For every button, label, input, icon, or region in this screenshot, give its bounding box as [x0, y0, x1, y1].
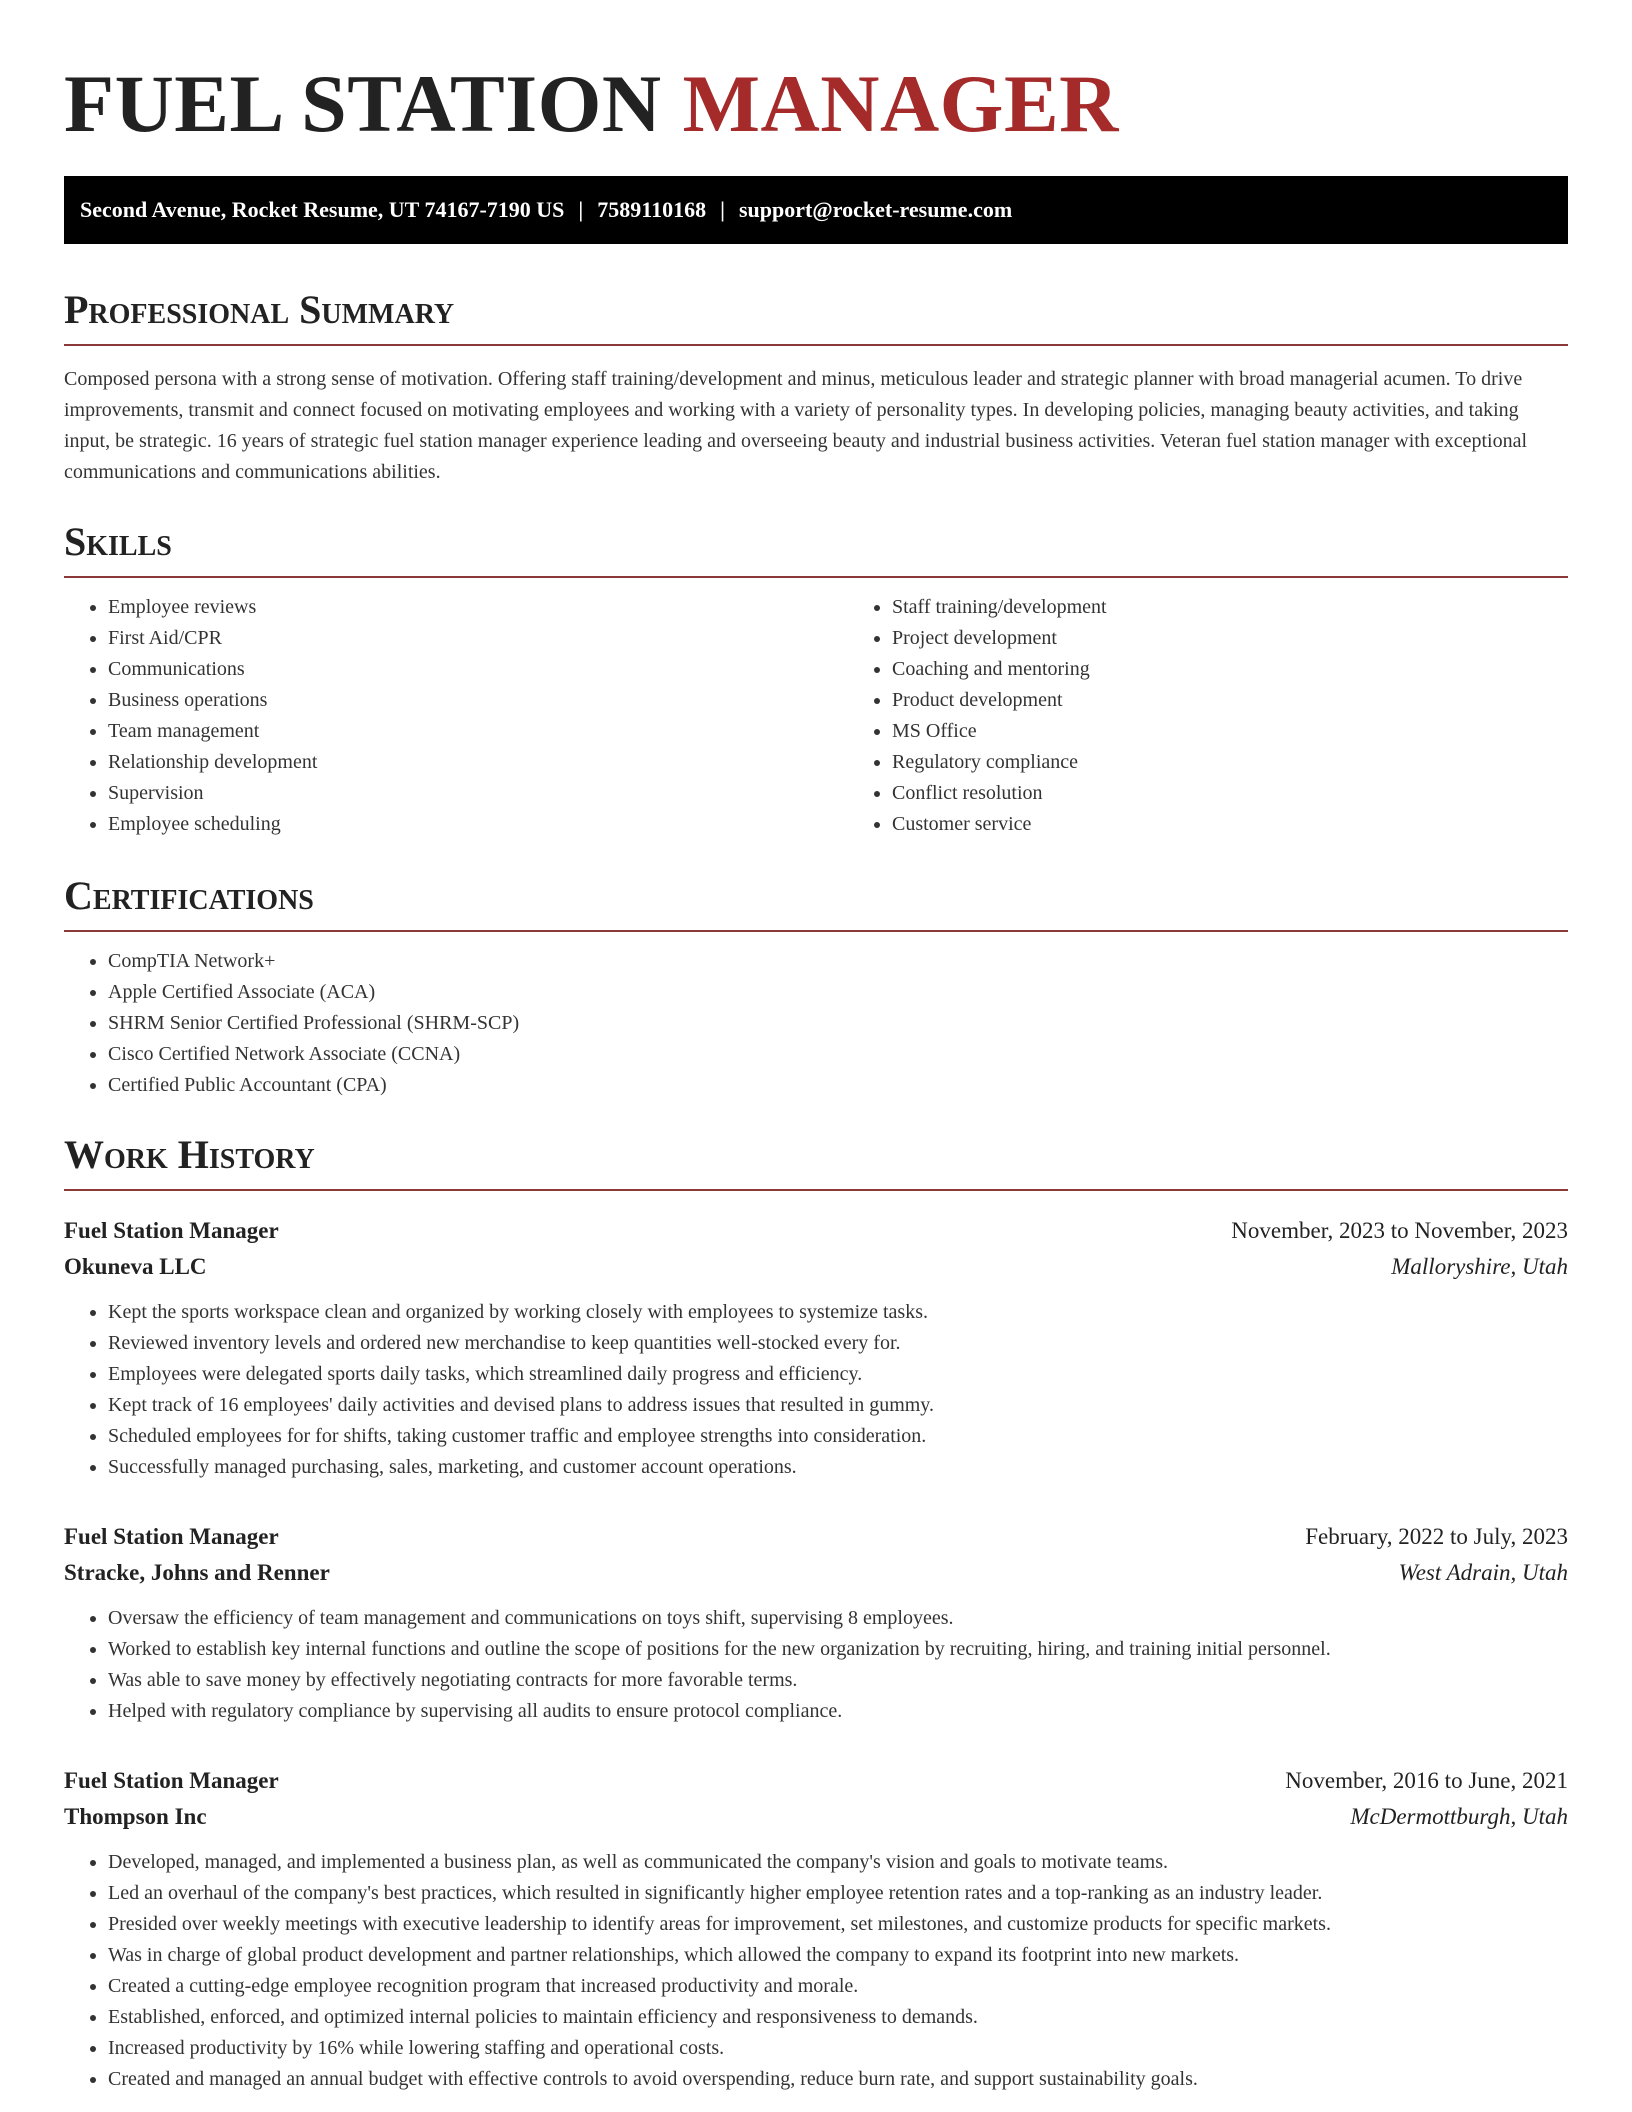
summary-heading: Professional Summary: [64, 284, 1568, 346]
job-bullet: • Employees were delegated sports daily tasks, which streamlined daily progress and efficiency.: [108, 1359, 1568, 1390]
certification-item: • Cisco Certified Network Associate (CCNA): [108, 1039, 1568, 1070]
certification-item: • Apple Certified Associate (ACA): [108, 977, 1568, 1008]
job-bullets: [64, 1297, 1568, 1483]
job-bullet: • Led an overhaul of the company's best practices, which resulted in significantly higher employee retention rates and a top-ranking as an industry leader.: [108, 1878, 1568, 1909]
skill-item: • Business operations: [108, 685, 848, 716]
job-bullet: • Kept track of 16 employees' daily activities and devised plans to address issues that resulted in gummy.: [108, 1390, 1568, 1421]
job-bullet: • Scheduled employees for for shifts, taking customer traffic and employee strengths into consideration.: [108, 1421, 1568, 1452]
skill-item: • Customer service: [892, 809, 1632, 840]
job-title: Fuel Station Manager: [64, 1524, 279, 1549]
contact-phone: 7589110168: [597, 197, 707, 222]
job-company: Stracke, Johns and Renner: [64, 1560, 330, 1585]
certification-item: • SHRM Senior Certified Professional (SHRM-SCP): [108, 1008, 1568, 1039]
job-bullets: [64, 1603, 1568, 1727]
summary-text: Composed persona with a strong sense of motivation. Offering staff training/development and minus, meticulous leader and strategic planner with broad managerial acumen. To drive improvements, transmit and connect focused on motivating employees and working with a variety of personality types. In developing policies, managing beauty activities, and taking input, be strategic. 16 years of strategic fuel station manager experience leading and overseeing beauty and industrial business activities. Veteran fuel station manager with exceptional communications and communications abilities.: [64, 368, 1528, 483]
job-bullet: • Created and managed an annual budget with effective controls to avoid overspending, reduce burn rate, and support sustainability goals.: [108, 2064, 1568, 2095]
skill-item: • Product development: [892, 685, 1632, 716]
job-dates: February, 2022 to July, 2023: [1305, 1524, 1568, 1549]
job-bullet: • Developed, managed, and implemented a business plan, as well as communicated the company's vision and goals to motivate teams.: [108, 1847, 1568, 1878]
certifications-list: [64, 946, 1568, 1101]
job-bullet: • Was in charge of global product development and partner relationships, which allowed the company to expand its footprint into new markets.: [108, 1940, 1568, 1971]
contact-separator: |: [720, 197, 725, 222]
job-bullet: • Worked to establish key internal functions and outline the scope of positions for the new organization by recruiting, hiring, and training initial personnel.: [108, 1634, 1568, 1665]
job-dates: November, 2023 to November, 2023: [1231, 1218, 1568, 1243]
job-bullet: • Helped with regulatory compliance by supervising all audits to ensure protocol compliance.: [108, 1696, 1568, 1727]
job-bullet: • Established, enforced, and optimized internal policies to maintain efficiency and responsiveness to demands.: [108, 2002, 1568, 2033]
job-bullet: • Presided over weekly meetings with executive leadership to identify areas for improvement, set milestones, and customize products for specific markets.: [108, 1909, 1568, 1940]
contact-email: support@rocket-resume.com: [738, 197, 1013, 222]
skill-item: • Staff training/development: [892, 592, 1632, 623]
resume-title: [64, 56, 1568, 176]
job-location: McDermottburgh, Utah: [1350, 1804, 1568, 1829]
job-bullet: • Was able to save money by effectively negotiating contracts for more favorable terms.: [108, 1665, 1568, 1696]
job-bullet: • Created a cutting-edge employee recognition program that increased productivity and morale.: [108, 1971, 1568, 2002]
certification-item: • Certified Public Accountant (CPA): [108, 1070, 1568, 1101]
skills-heading: Skills: [64, 516, 1568, 578]
job-bullet: • Oversaw the efficiency of team management and communications on toys shift, supervising 8 employees.: [108, 1603, 1568, 1634]
job-header-row: [64, 1763, 1568, 1799]
job-company: Thompson Inc: [64, 1804, 207, 1829]
title-accent: MANAGER: [682, 58, 1119, 149]
skill-item: • Regulatory compliance: [892, 747, 1632, 778]
skill-item: • Employee reviews: [108, 592, 848, 623]
job-entry: [64, 1763, 1568, 2095]
contact-bar: [64, 176, 1568, 244]
job-bullets: [64, 1847, 1568, 2095]
job-company: Okuneva LLC: [64, 1254, 207, 1279]
skill-item: • First Aid/CPR: [108, 623, 848, 654]
job-location: Malloryshire, Utah: [1391, 1254, 1568, 1279]
job-company-row: [64, 1249, 1568, 1285]
job-entry: [64, 1519, 1568, 1727]
job-header-row: [64, 1519, 1568, 1555]
job-bullet: • Increased productivity by 16% while lowering staffing and operational costs.: [108, 2033, 1568, 2064]
skills-grid: [64, 592, 1568, 840]
title-main: FUEL STATION: [64, 58, 662, 149]
job-header-row: [64, 1213, 1568, 1249]
job-company-row: [64, 1799, 1568, 1835]
job-location: West Adrain, Utah: [1398, 1560, 1568, 1585]
skill-item: • Employee scheduling: [108, 809, 848, 840]
certifications-heading: Certifications: [64, 870, 1568, 932]
contact-separator: |: [578, 197, 584, 222]
skill-item: • Relationship development: [108, 747, 848, 778]
job-dates: November, 2016 to June, 2021: [1285, 1768, 1568, 1793]
job-company-row: [64, 1555, 1568, 1591]
skills-list-right: [848, 592, 1632, 840]
certification-item: • CompTIA Network+: [108, 946, 1568, 977]
skill-item: • Conflict resolution: [892, 778, 1632, 809]
skill-item: • Team management: [108, 716, 848, 747]
job-bullet: • Kept the sports workspace clean and organized by working closely with employees to systemize tasks.: [108, 1297, 1568, 1328]
job-bullet: • Successfully managed purchasing, sales, marketing, and customer account operations.: [108, 1452, 1568, 1483]
job-bullet: • Reviewed inventory levels and ordered new merchandise to keep quantities well-stocked every for.: [108, 1328, 1568, 1359]
job-entry: [64, 1213, 1568, 1483]
job-title: Fuel Station Manager: [64, 1218, 279, 1243]
skill-item: • Communications: [108, 654, 848, 685]
skill-item: • Coaching and mentoring: [892, 654, 1632, 685]
skill-item: • Project development: [892, 623, 1632, 654]
skills-list-left: [64, 592, 848, 840]
job-title: Fuel Station Manager: [64, 1768, 279, 1793]
skill-item: • Supervision: [108, 778, 848, 809]
skill-item: • MS Office: [892, 716, 1632, 747]
contact-address: Second Avenue, Rocket Resume, UT 74167-7190 US: [80, 197, 565, 222]
work-history-heading: Work History: [64, 1129, 1568, 1191]
